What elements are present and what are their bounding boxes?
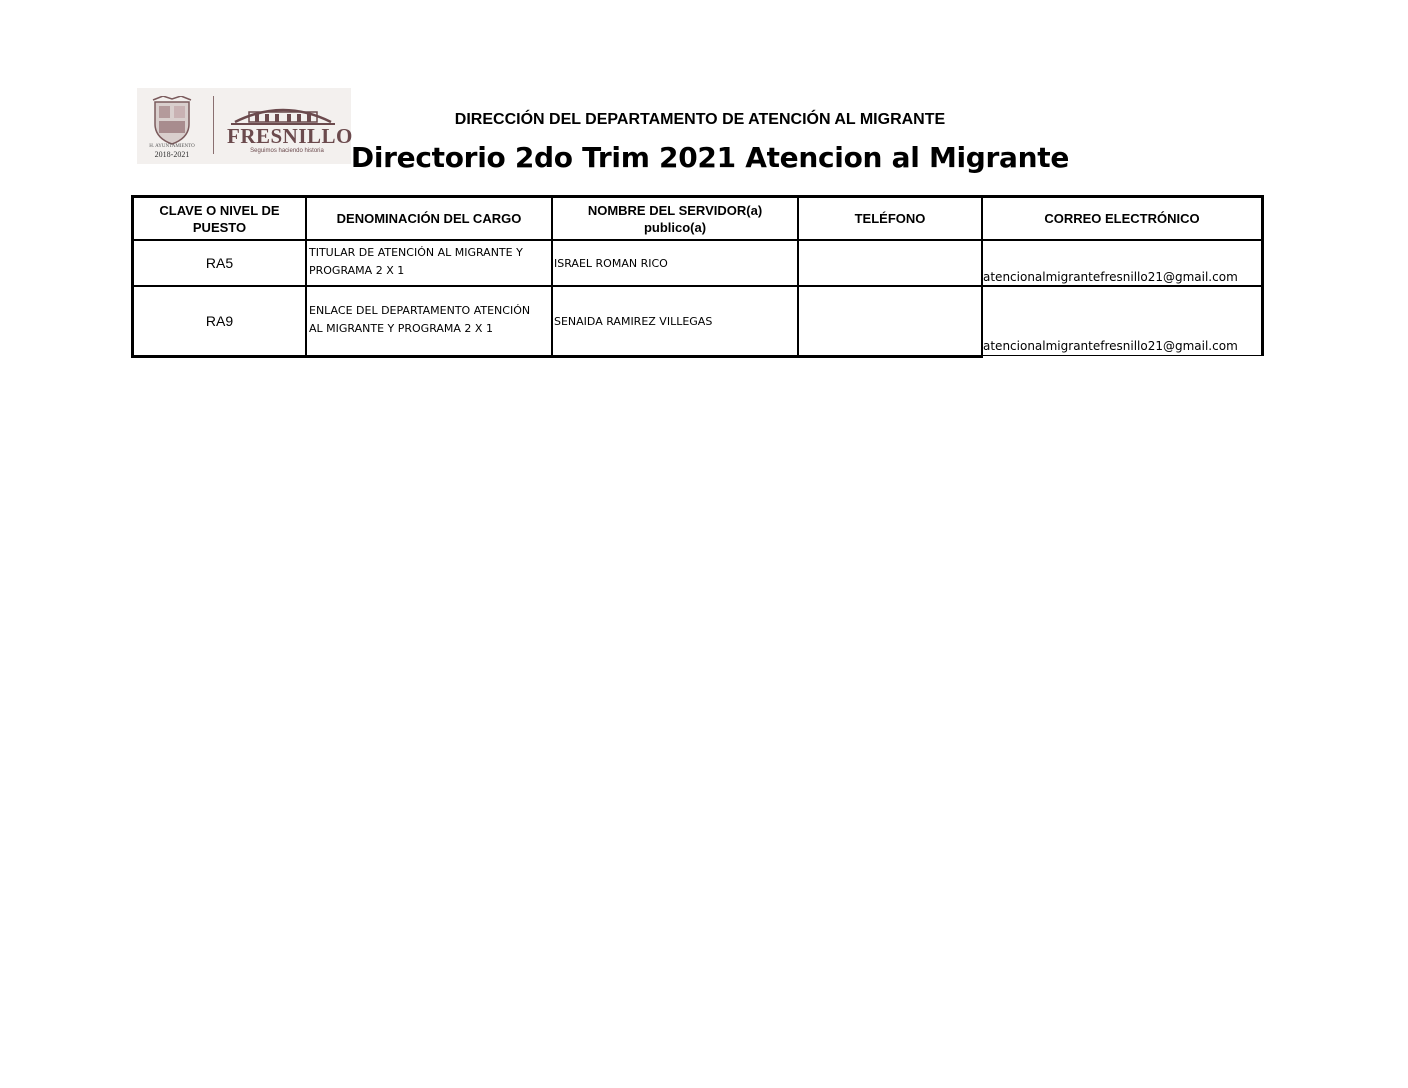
brand-tagline: Seguimos haciendo historia — [250, 148, 324, 154]
page-title: Directorio 2do Trim 2021 Atencion al Migrante — [350, 141, 1070, 174]
header-position-label: DENOMINACIÓN DEL CARGO — [336, 211, 522, 226]
header-code-line2: PUESTO — [192, 219, 247, 235]
brand-name: FRESNILLO — [227, 124, 353, 148]
header-name-line2: publico(a) — [643, 219, 707, 235]
seal-caption: H. AYUNTAMIENTO — [149, 144, 195, 149]
table-border — [131, 239, 1264, 241]
table-border — [131, 285, 1264, 287]
seal-years: 2018-2021 — [154, 150, 190, 159]
logo-divider — [213, 96, 214, 154]
row2-name: SENAIDA RAMIREZ VILLEGAS — [554, 315, 713, 328]
row1-position-line2: PROGRAMA 2 X 1 — [309, 264, 405, 277]
header-position — [307, 198, 551, 239]
header-name-line1: NOMBRE DEL SERVIDOR(a) — [587, 202, 763, 218]
row1-email: atencionalmigrantefresnillo21@gmail.com — [983, 270, 1238, 284]
row2-code: RA9 — [205, 313, 234, 329]
row1-position-line1: TITULAR DE ATENCIÓN AL MIGRANTE Y — [309, 246, 523, 259]
table-border — [131, 355, 983, 358]
table-border — [1261, 195, 1264, 356]
row2-email: atencionalmigrantefresnillo21@gmail.com — [983, 339, 1238, 353]
table-border — [983, 355, 1264, 356]
header-phone-label: TELÉFONO — [854, 211, 926, 226]
directory-table — [131, 195, 1264, 358]
row1-code: RA5 — [205, 255, 234, 271]
row2-position-line2: AL MIGRANTE Y PROGRAMA 2 X 1 — [309, 322, 493, 335]
header-code — [134, 198, 305, 239]
header-name — [553, 198, 797, 239]
header-phone — [799, 198, 981, 239]
row2-position-line1: ENLACE DEL DEPARTAMENTO ATENCIÓN — [309, 304, 531, 317]
header-code-line1: CLAVE O NIVEL DE — [159, 202, 280, 218]
coat-of-arms-icon — [149, 96, 195, 146]
building-icon — [227, 96, 339, 126]
row1-position — [309, 244, 551, 280]
fresnillo-logo — [137, 88, 351, 164]
header-email — [983, 198, 1261, 239]
department-heading: DIRECCIÓN DEL DEPARTAMENTO DE ATENCIÓN AL MIGRANTE — [454, 111, 946, 128]
row2-position — [309, 302, 551, 338]
row1-name: ISRAEL ROMAN RICO — [554, 257, 668, 270]
header-email-label: CORREO ELECTRÓNICO — [1044, 211, 1200, 226]
